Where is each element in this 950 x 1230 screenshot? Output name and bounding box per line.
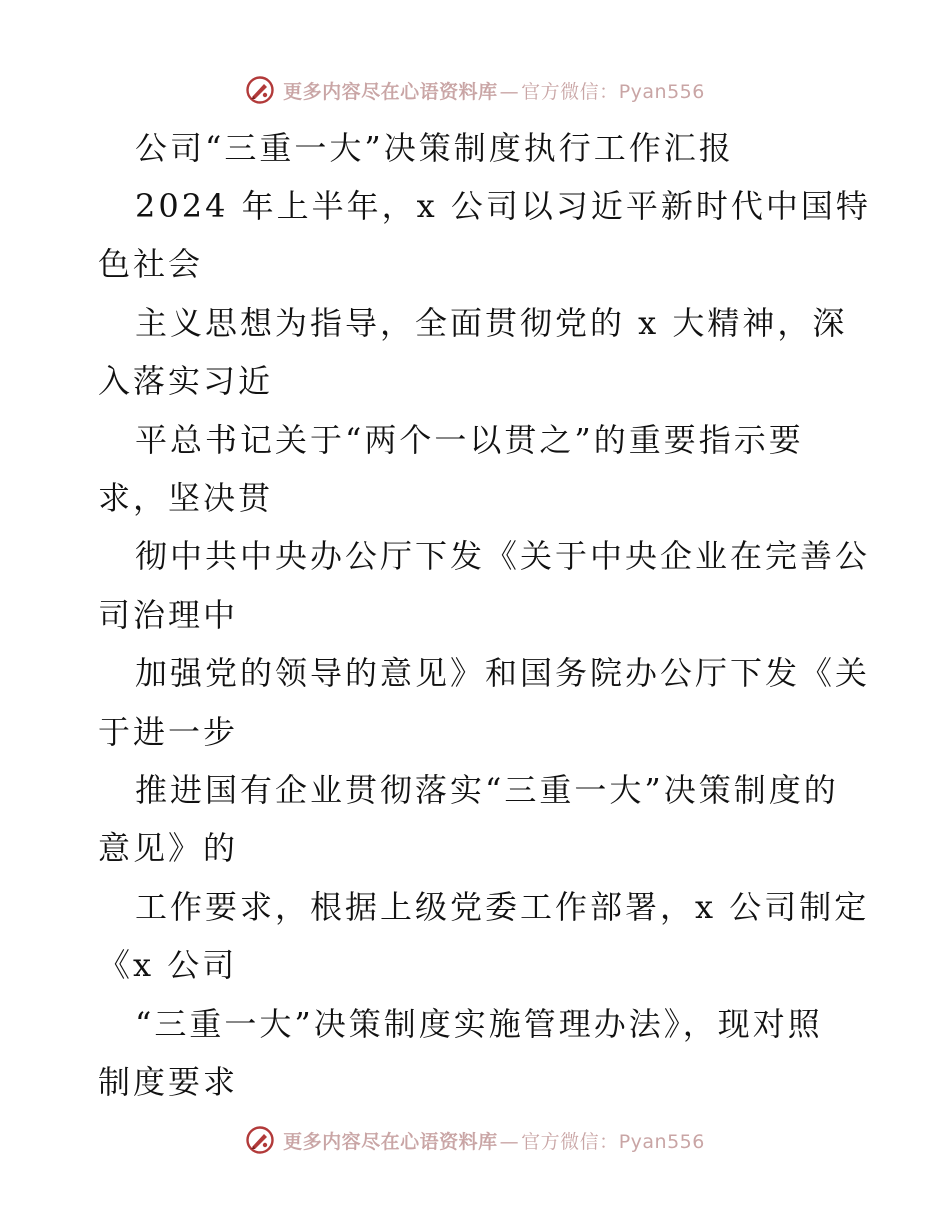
banner-text <box>283 1127 705 1154</box>
paragraph-line: 加强党的领导的意见》和国务院办公厅下发《关 <box>135 654 871 692</box>
header-banner <box>0 70 950 110</box>
paragraph-line: 求，坚决贯 <box>98 479 274 517</box>
paragraph-line: 《x 公司 <box>98 946 238 984</box>
banner-wechat-id: Pyan556 <box>618 1130 705 1153</box>
paragraph-line: 彻中共中央办公厅下发《关于中央企业在完善公 <box>135 537 871 575</box>
document-title: 公司“三重一大”决策制度执行工作汇报 <box>135 129 734 167</box>
banner-wechat-id: Pyan556 <box>618 80 705 103</box>
paragraph-line: “三重一大”决策制度实施管理办法》，现对照 <box>135 1005 823 1043</box>
banner-main-text: 更多内容尽在心语资料库 <box>283 1130 498 1153</box>
paragraph-line: 制度要求 <box>98 1063 239 1101</box>
paragraph-line: 推进国有企业贯彻落实“三重一大”决策制度的 <box>135 771 839 809</box>
paragraph-line: 意见》的 <box>98 829 239 867</box>
banner-main-text: 更多内容尽在心语资料库 <box>283 80 498 103</box>
pen-circle-logo-icon <box>245 1125 275 1155</box>
paragraph-line: 于进一步 <box>98 713 239 751</box>
paragraph-line: 主义思想为指导，全面贯彻党的 x 大精神，深 <box>135 304 848 342</box>
paragraph-line: 平总书记关于“两个一以贯之”的重要指示要 <box>135 421 804 459</box>
pen-circle-logo-icon <box>245 75 275 105</box>
paragraph-line: 色社会 <box>98 245 204 283</box>
banner-separator: — <box>499 1130 520 1153</box>
banner-secondary-text: 官方微信： <box>521 1130 619 1153</box>
footer-banner <box>0 1120 950 1160</box>
paragraph-line: 入落实习近 <box>98 362 274 400</box>
banner-separator: — <box>499 80 520 103</box>
banner-text <box>283 77 705 104</box>
paragraph-line: 工作要求，根据上级党委工作部署，x 公司制定 <box>135 888 870 926</box>
banner-secondary-text: 官方微信： <box>521 80 619 103</box>
paragraph-line: 司治理中 <box>98 596 239 634</box>
paragraph-line: 2024 年上半年，x 公司以习近平新时代中国特 <box>135 187 871 225</box>
